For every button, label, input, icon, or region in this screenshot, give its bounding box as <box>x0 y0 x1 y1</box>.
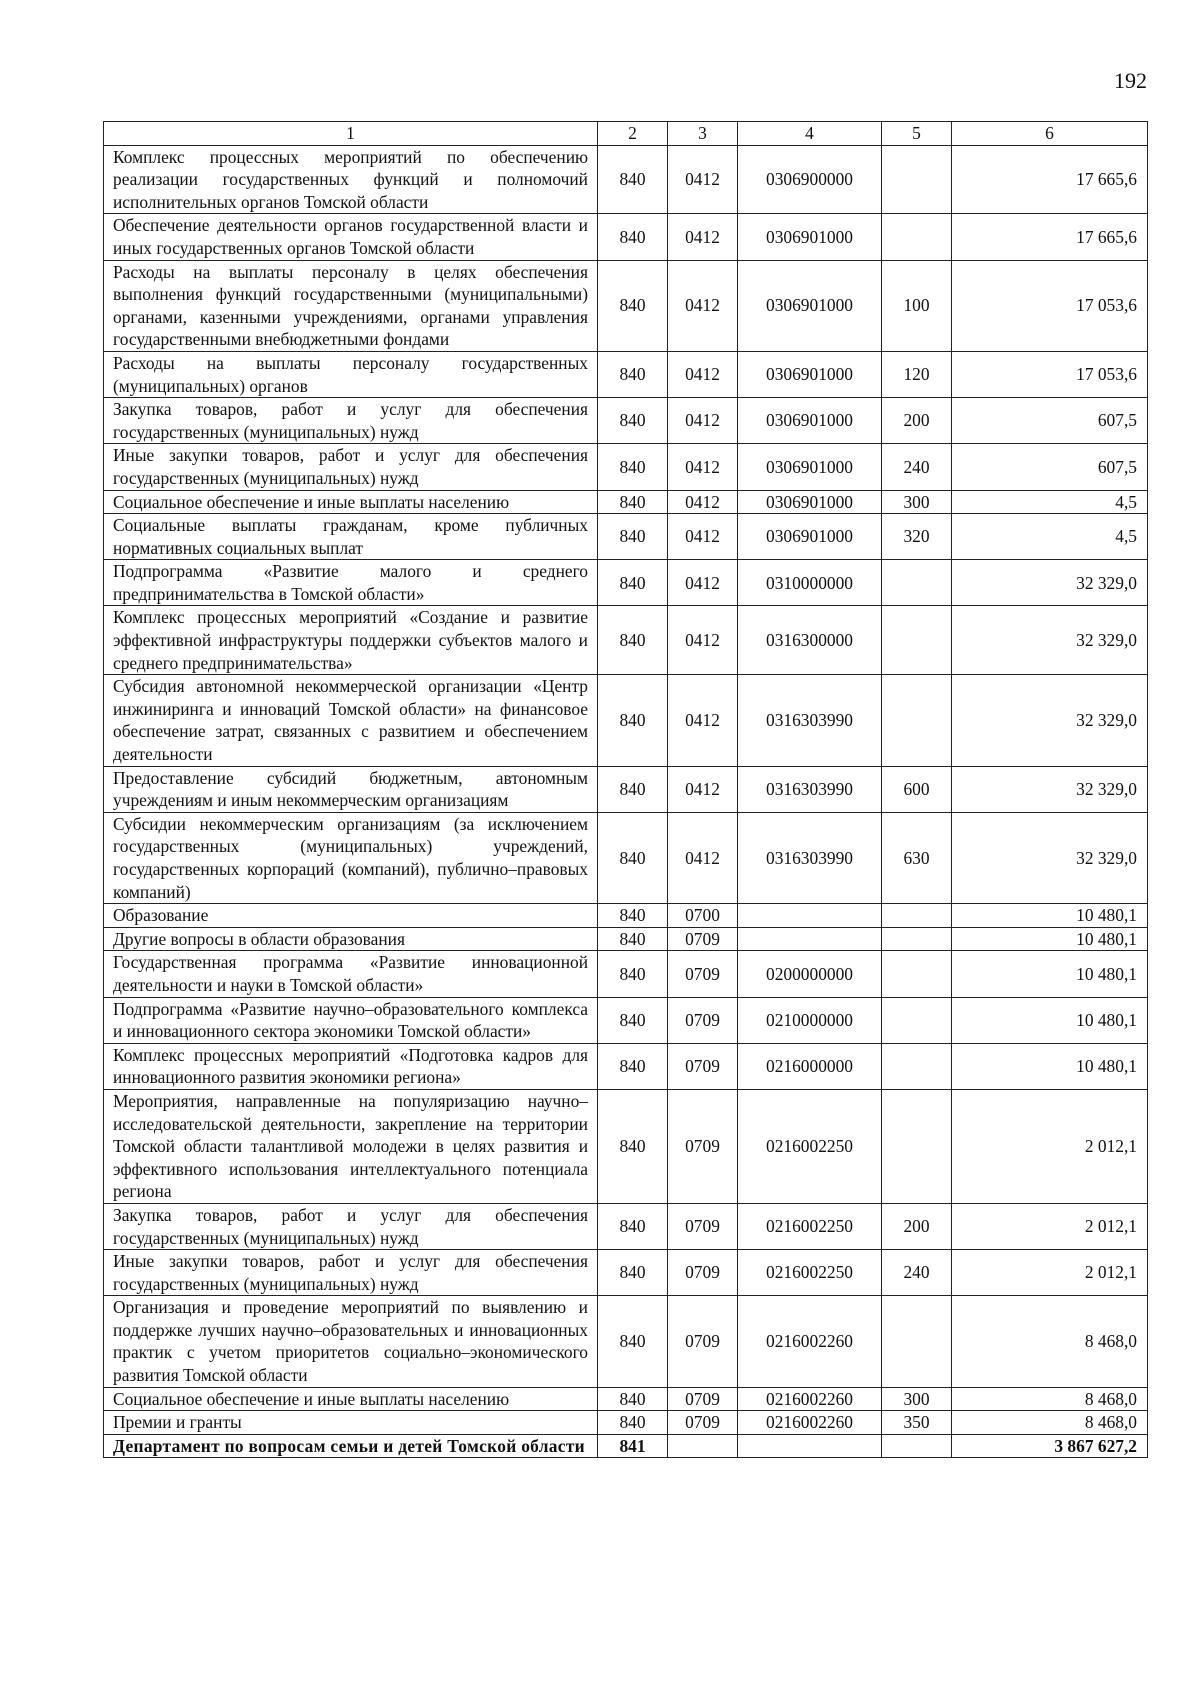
section-code-cell: 0412 <box>668 675 738 766</box>
section-code-cell: 0709 <box>668 997 738 1043</box>
row-name-cell: Другие вопросы в области образования <box>104 927 598 951</box>
target-article-cell: 0216002260 <box>738 1411 882 1435</box>
section-code-cell: 0412 <box>668 606 738 675</box>
column-header: 4 <box>738 122 882 146</box>
expense-type-cell <box>882 927 952 951</box>
table-row <box>104 514 1148 560</box>
section-code-cell: 0412 <box>668 145 738 214</box>
expense-type-cell <box>882 1089 952 1203</box>
target-article-cell: 0210000000 <box>738 997 882 1043</box>
target-article-cell: 0306901000 <box>738 490 882 514</box>
table-row <box>104 560 1148 606</box>
section-code-cell: 0412 <box>668 812 738 903</box>
section-code-cell: 0709 <box>668 1411 738 1435</box>
expense-type-cell: 320 <box>882 514 952 560</box>
ministry-code-cell: 840 <box>598 260 668 351</box>
amount-cell: 32 329,0 <box>952 766 1148 812</box>
table-row <box>104 904 1148 928</box>
amount-cell: 3 867 627,2 <box>952 1434 1148 1458</box>
budget-table <box>103 121 1148 1458</box>
target-article-cell <box>738 1434 882 1458</box>
amount-cell: 10 480,1 <box>952 951 1148 997</box>
ministry-code-cell: 840 <box>598 675 668 766</box>
row-name-cell: Закупка товаров, работ и услуг для обеспечения государственных (муниципальных) нужд <box>104 1203 598 1249</box>
amount-cell: 607,5 <box>952 444 1148 490</box>
expense-type-cell: 120 <box>882 351 952 397</box>
table-row <box>104 951 1148 997</box>
row-name-cell: Расходы на выплаты персоналу государственных (муниципальных) органов <box>104 351 598 397</box>
table-row <box>104 444 1148 490</box>
table-row <box>104 675 1148 766</box>
target-article-cell: 0216002250 <box>738 1089 882 1203</box>
amount-cell: 10 480,1 <box>952 997 1148 1043</box>
expense-type-cell <box>882 214 952 260</box>
amount-cell: 4,5 <box>952 514 1148 560</box>
expense-type-cell <box>882 1043 952 1089</box>
table-row <box>104 351 1148 397</box>
row-name-cell: Предоставление субсидий бюджетным, автономным учреждениям и иным некоммерческим организациям <box>104 766 598 812</box>
table-row <box>104 1387 1148 1411</box>
section-code-cell: 0412 <box>668 514 738 560</box>
ministry-code-cell: 840 <box>598 927 668 951</box>
column-header: 6 <box>952 122 1148 146</box>
amount-cell: 17 053,6 <box>952 351 1148 397</box>
row-name-cell: Социальное обеспечение и иные выплаты населению <box>104 490 598 514</box>
ministry-code-cell: 840 <box>598 514 668 560</box>
row-name-cell: Комплекс процессных мероприятий по обеспечению реализации государственных функций и полномочий исполнительных органов Томской области <box>104 145 598 214</box>
section-code-cell: 0709 <box>668 1387 738 1411</box>
section-code-cell: 0412 <box>668 214 738 260</box>
target-article-cell: 0216000000 <box>738 1043 882 1089</box>
ministry-code-cell: 840 <box>598 1203 668 1249</box>
row-name-cell: Иные закупки товаров, работ и услуг для обеспечения государственных (муниципальных) нужд <box>104 444 598 490</box>
table-row <box>104 812 1148 903</box>
section-code-cell: 0412 <box>668 398 738 444</box>
table-row <box>104 145 1148 214</box>
ministry-code-cell: 840 <box>598 1089 668 1203</box>
amount-cell: 10 480,1 <box>952 927 1148 951</box>
target-article-cell: 0316303990 <box>738 812 882 903</box>
table-row <box>104 1203 1148 1249</box>
amount-cell: 32 329,0 <box>952 675 1148 766</box>
column-header: 2 <box>598 122 668 146</box>
ministry-code-cell: 840 <box>598 1296 668 1387</box>
row-name-cell: Комплекс процессных мероприятий «Подготовка кадров для инновационного развития экономики региона» <box>104 1043 598 1089</box>
amount-cell: 10 480,1 <box>952 1043 1148 1089</box>
expense-type-cell: 300 <box>882 490 952 514</box>
table-row <box>104 766 1148 812</box>
section-code-cell: 0412 <box>668 260 738 351</box>
row-name-cell: Подпрограмма «Развитие научно–образовательного комплекса и инновационного сектора экономики Томской области» <box>104 997 598 1043</box>
target-article-cell: 0316300000 <box>738 606 882 675</box>
row-name-cell: Социальное обеспечение и иные выплаты населению <box>104 1387 598 1411</box>
ministry-code-cell: 841 <box>598 1434 668 1458</box>
row-name-cell: Субсидия автономной некоммерческой организации «Центр инжиниринга и инноваций Томской области» на финансовое обеспечение затрат, связанных с развитием и обеспечением деятельности <box>104 675 598 766</box>
table-row <box>104 1434 1148 1458</box>
target-article-cell: 0306901000 <box>738 514 882 560</box>
row-name-cell: Государственная программа «Развитие инновационной деятельности и науки в Томской области» <box>104 951 598 997</box>
table-row <box>104 490 1148 514</box>
section-code-cell: 0709 <box>668 1203 738 1249</box>
ministry-code-cell: 840 <box>598 812 668 903</box>
ministry-code-cell: 840 <box>598 145 668 214</box>
expense-type-cell: 100 <box>882 260 952 351</box>
ministry-code-cell: 840 <box>598 351 668 397</box>
table-row <box>104 1089 1148 1203</box>
table-row <box>104 398 1148 444</box>
target-article-cell: 0306901000 <box>738 444 882 490</box>
ministry-code-cell: 840 <box>598 951 668 997</box>
ministry-code-cell: 840 <box>598 606 668 675</box>
target-article-cell: 0216002250 <box>738 1203 882 1249</box>
ministry-code-cell: 840 <box>598 904 668 928</box>
expense-type-cell <box>882 675 952 766</box>
amount-cell: 8 468,0 <box>952 1296 1148 1387</box>
expense-type-cell <box>882 606 952 675</box>
row-name-cell: Департамент по вопросам семьи и детей Томской области <box>104 1434 598 1458</box>
expense-type-cell: 240 <box>882 444 952 490</box>
table-row <box>104 1043 1148 1089</box>
expense-type-cell <box>882 951 952 997</box>
target-article-cell: 0316303990 <box>738 766 882 812</box>
table-row <box>104 927 1148 951</box>
section-code-cell: 0412 <box>668 351 738 397</box>
target-article-cell: 0310000000 <box>738 560 882 606</box>
target-article-cell: 0306901000 <box>738 351 882 397</box>
target-article-cell: 0216002250 <box>738 1250 882 1296</box>
expense-type-cell <box>882 560 952 606</box>
expense-type-cell: 240 <box>882 1250 952 1296</box>
amount-cell: 2 012,1 <box>952 1203 1148 1249</box>
section-code-cell <box>668 1434 738 1458</box>
ministry-code-cell: 840 <box>598 1387 668 1411</box>
amount-cell: 2 012,1 <box>952 1250 1148 1296</box>
expense-type-cell <box>882 145 952 214</box>
table-row <box>104 606 1148 675</box>
row-name-cell: Расходы на выплаты персоналу в целях обеспечения выполнения функций государственными (муниципальными) органами, казенными учреждениями, органами управления государственными внебюджетными фондами <box>104 260 598 351</box>
ministry-code-cell: 840 <box>598 214 668 260</box>
section-code-cell: 0412 <box>668 490 738 514</box>
table-row <box>104 997 1148 1043</box>
row-name-cell: Комплекс процессных мероприятий «Создание и развитие эффективной инфраструктуры поддержки субъектов малого и среднего предпринимательства» <box>104 606 598 675</box>
amount-cell: 32 329,0 <box>952 560 1148 606</box>
amount-cell: 8 468,0 <box>952 1387 1148 1411</box>
ministry-code-cell: 840 <box>598 444 668 490</box>
target-article-cell: 0216002260 <box>738 1387 882 1411</box>
row-name-cell: Социальные выплаты гражданам, кроме публичных нормативных социальных выплат <box>104 514 598 560</box>
ministry-code-cell: 840 <box>598 490 668 514</box>
section-code-cell: 0709 <box>668 1250 738 1296</box>
expense-type-cell <box>882 1296 952 1387</box>
target-article-cell: 0306901000 <box>738 214 882 260</box>
amount-cell: 8 468,0 <box>952 1411 1148 1435</box>
ministry-code-cell: 840 <box>598 766 668 812</box>
section-code-cell: 0709 <box>668 927 738 951</box>
section-code-cell: 0709 <box>668 1043 738 1089</box>
section-code-cell: 0709 <box>668 1089 738 1203</box>
expense-type-cell: 600 <box>882 766 952 812</box>
expense-type-cell <box>882 997 952 1043</box>
expense-type-cell <box>882 904 952 928</box>
target-article-cell <box>738 927 882 951</box>
column-header: 1 <box>104 122 598 146</box>
expense-type-cell: 630 <box>882 812 952 903</box>
amount-cell: 2 012,1 <box>952 1089 1148 1203</box>
amount-cell: 32 329,0 <box>952 606 1148 675</box>
target-article-cell <box>738 904 882 928</box>
section-code-cell: 0412 <box>668 766 738 812</box>
target-article-cell: 0306901000 <box>738 260 882 351</box>
amount-cell: 607,5 <box>952 398 1148 444</box>
header-row <box>104 122 1148 146</box>
amount-cell: 4,5 <box>952 490 1148 514</box>
column-header: 5 <box>882 122 952 146</box>
expense-type-cell: 200 <box>882 1203 952 1249</box>
row-name-cell: Подпрограмма «Развитие малого и среднего предпринимательства в Томской области» <box>104 560 598 606</box>
section-code-cell: 0412 <box>668 560 738 606</box>
section-code-cell: 0700 <box>668 904 738 928</box>
row-name-cell: Закупка товаров, работ и услуг для обеспечения государственных (муниципальных) нужд <box>104 398 598 444</box>
row-name-cell: Образование <box>104 904 598 928</box>
target-article-cell: 0216002260 <box>738 1296 882 1387</box>
target-article-cell: 0200000000 <box>738 951 882 997</box>
ministry-code-cell: 840 <box>598 560 668 606</box>
amount-cell: 17 665,6 <box>952 214 1148 260</box>
section-code-cell: 0709 <box>668 1296 738 1387</box>
table-row <box>104 260 1148 351</box>
amount-cell: 10 480,1 <box>952 904 1148 928</box>
ministry-code-cell: 840 <box>598 1411 668 1435</box>
section-code-cell: 0709 <box>668 951 738 997</box>
ministry-code-cell: 840 <box>598 1250 668 1296</box>
column-header: 3 <box>668 122 738 146</box>
expense-type-cell <box>882 1434 952 1458</box>
row-name-cell: Мероприятия, направленные на популяризацию научно–исследовательской деятельности, закрепление на территории Томской области талантливой молодежи в целях развития и эффективного использования интеллектуального потенциала региона <box>104 1089 598 1203</box>
row-name-cell: Субсидии некоммерческим организациям (за исключением государственных (муниципальных) учреждений, государственных корпораций (компаний), публично–правовых компаний) <box>104 812 598 903</box>
ministry-code-cell: 840 <box>598 997 668 1043</box>
amount-cell: 17 053,6 <box>952 260 1148 351</box>
expense-type-cell: 350 <box>882 1411 952 1435</box>
target-article-cell: 0306901000 <box>738 398 882 444</box>
row-name-cell: Иные закупки товаров, работ и услуг для обеспечения государственных (муниципальных) нужд <box>104 1250 598 1296</box>
row-name-cell: Организация и проведение мероприятий по выявлению и поддержке лучших научно–образовательных и инновационных практик с учетом приоритетов социально–экономического развития Томской области <box>104 1296 598 1387</box>
ministry-code-cell: 840 <box>598 398 668 444</box>
table-row <box>104 214 1148 260</box>
row-name-cell: Обеспечение деятельности органов государственной власти и иных государственных органов Томской области <box>104 214 598 260</box>
target-article-cell: 0306900000 <box>738 145 882 214</box>
table-row <box>104 1296 1148 1387</box>
table-body <box>104 122 1148 1458</box>
target-article-cell: 0316303990 <box>738 675 882 766</box>
expense-type-cell: 200 <box>882 398 952 444</box>
ministry-code-cell: 840 <box>598 1043 668 1089</box>
section-code-cell: 0412 <box>668 444 738 490</box>
row-name-cell: Премии и гранты <box>104 1411 598 1435</box>
amount-cell: 17 665,6 <box>952 145 1148 214</box>
table-row <box>104 1411 1148 1435</box>
table-row <box>104 1250 1148 1296</box>
amount-cell: 32 329,0 <box>952 812 1148 903</box>
expense-type-cell: 300 <box>882 1387 952 1411</box>
page-number: 192 <box>1114 68 1147 93</box>
